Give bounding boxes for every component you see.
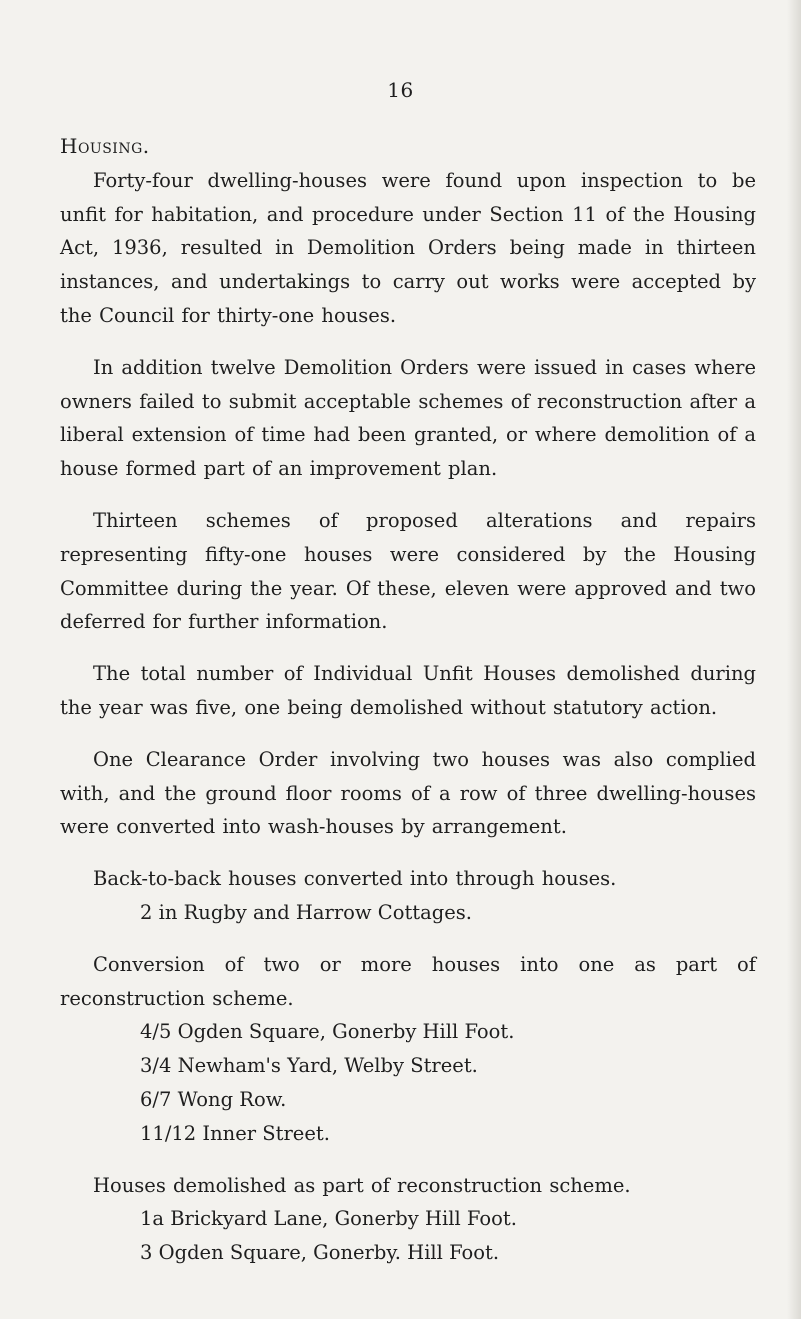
page-edge-shadow: [787, 0, 801, 1319]
paragraph-conversion: Conversion of two or more houses into one as part of reconstruction scheme.: [60, 952, 756, 1010]
list-item: 3 Ogden Square, Gonerby. Hill Foot.: [140, 1241, 500, 1265]
page-number: 16: [387, 78, 414, 102]
demolished-list: [60, 1202, 756, 1270]
list-item: 11/12 Inner Street.: [140, 1121, 330, 1145]
paragraph-unfit-houses: Forty-four dwelling-houses were found upon inspection to be unfit for habitation, and procedure under Section 11 of the Housing Act, 1936, resulted in Demolition Orders being made in thirteen instances, and undertakings to carry out works were accepted by the Council for thirty-one houses.: [60, 168, 756, 327]
section-heading: Housing.: [60, 134, 150, 158]
page-content: [60, 130, 756, 1270]
paragraph-demolished-reconstruction: Houses demolished as part of reconstruction scheme.: [93, 1173, 631, 1197]
paragraph-back-to-back: Back-to-back houses converted into through houses.: [93, 867, 617, 891]
paragraph-individual-demolitions: The total number of Individual Unfit Houses demolished during the year was five, one being demolished without statutory action.: [60, 662, 756, 719]
list-item: 3/4 Newham's Yard, Welby Street.: [140, 1054, 478, 1078]
paragraph-demolition-orders: In addition twelve Demolition Orders were issued in cases where owners failed to submit acceptable schemes of reconstruction after a liberal extension of time had been granted, or where demolition of a house formed part of an improvement plan.: [60, 355, 756, 481]
list-item: 1a Brickyard Lane, Gonerby Hill Foot.: [140, 1207, 517, 1231]
list-item: 6/7 Wong Row.: [140, 1087, 287, 1111]
through-houses-list: [60, 896, 756, 930]
list-item: 4/5 Ogden Square, Gonerby Hill Foot.: [140, 1020, 515, 1044]
paragraph-clearance-order: One Clearance Order involving two houses was also complied with, and the ground floor rooms of a row of three dwelling-houses were converted into wash-houses by arrangement.: [60, 747, 756, 839]
list-item: 2 in Rugby and Harrow Cottages.: [140, 900, 472, 924]
paragraph-alteration-schemes: Thirteen schemes of proposed alterations and repairs representing fifty-one houses were considered by the Housing Committee during the year. Of these, eleven were approved and two deferred for further information.: [60, 508, 756, 634]
conversions-list: [60, 1015, 756, 1150]
